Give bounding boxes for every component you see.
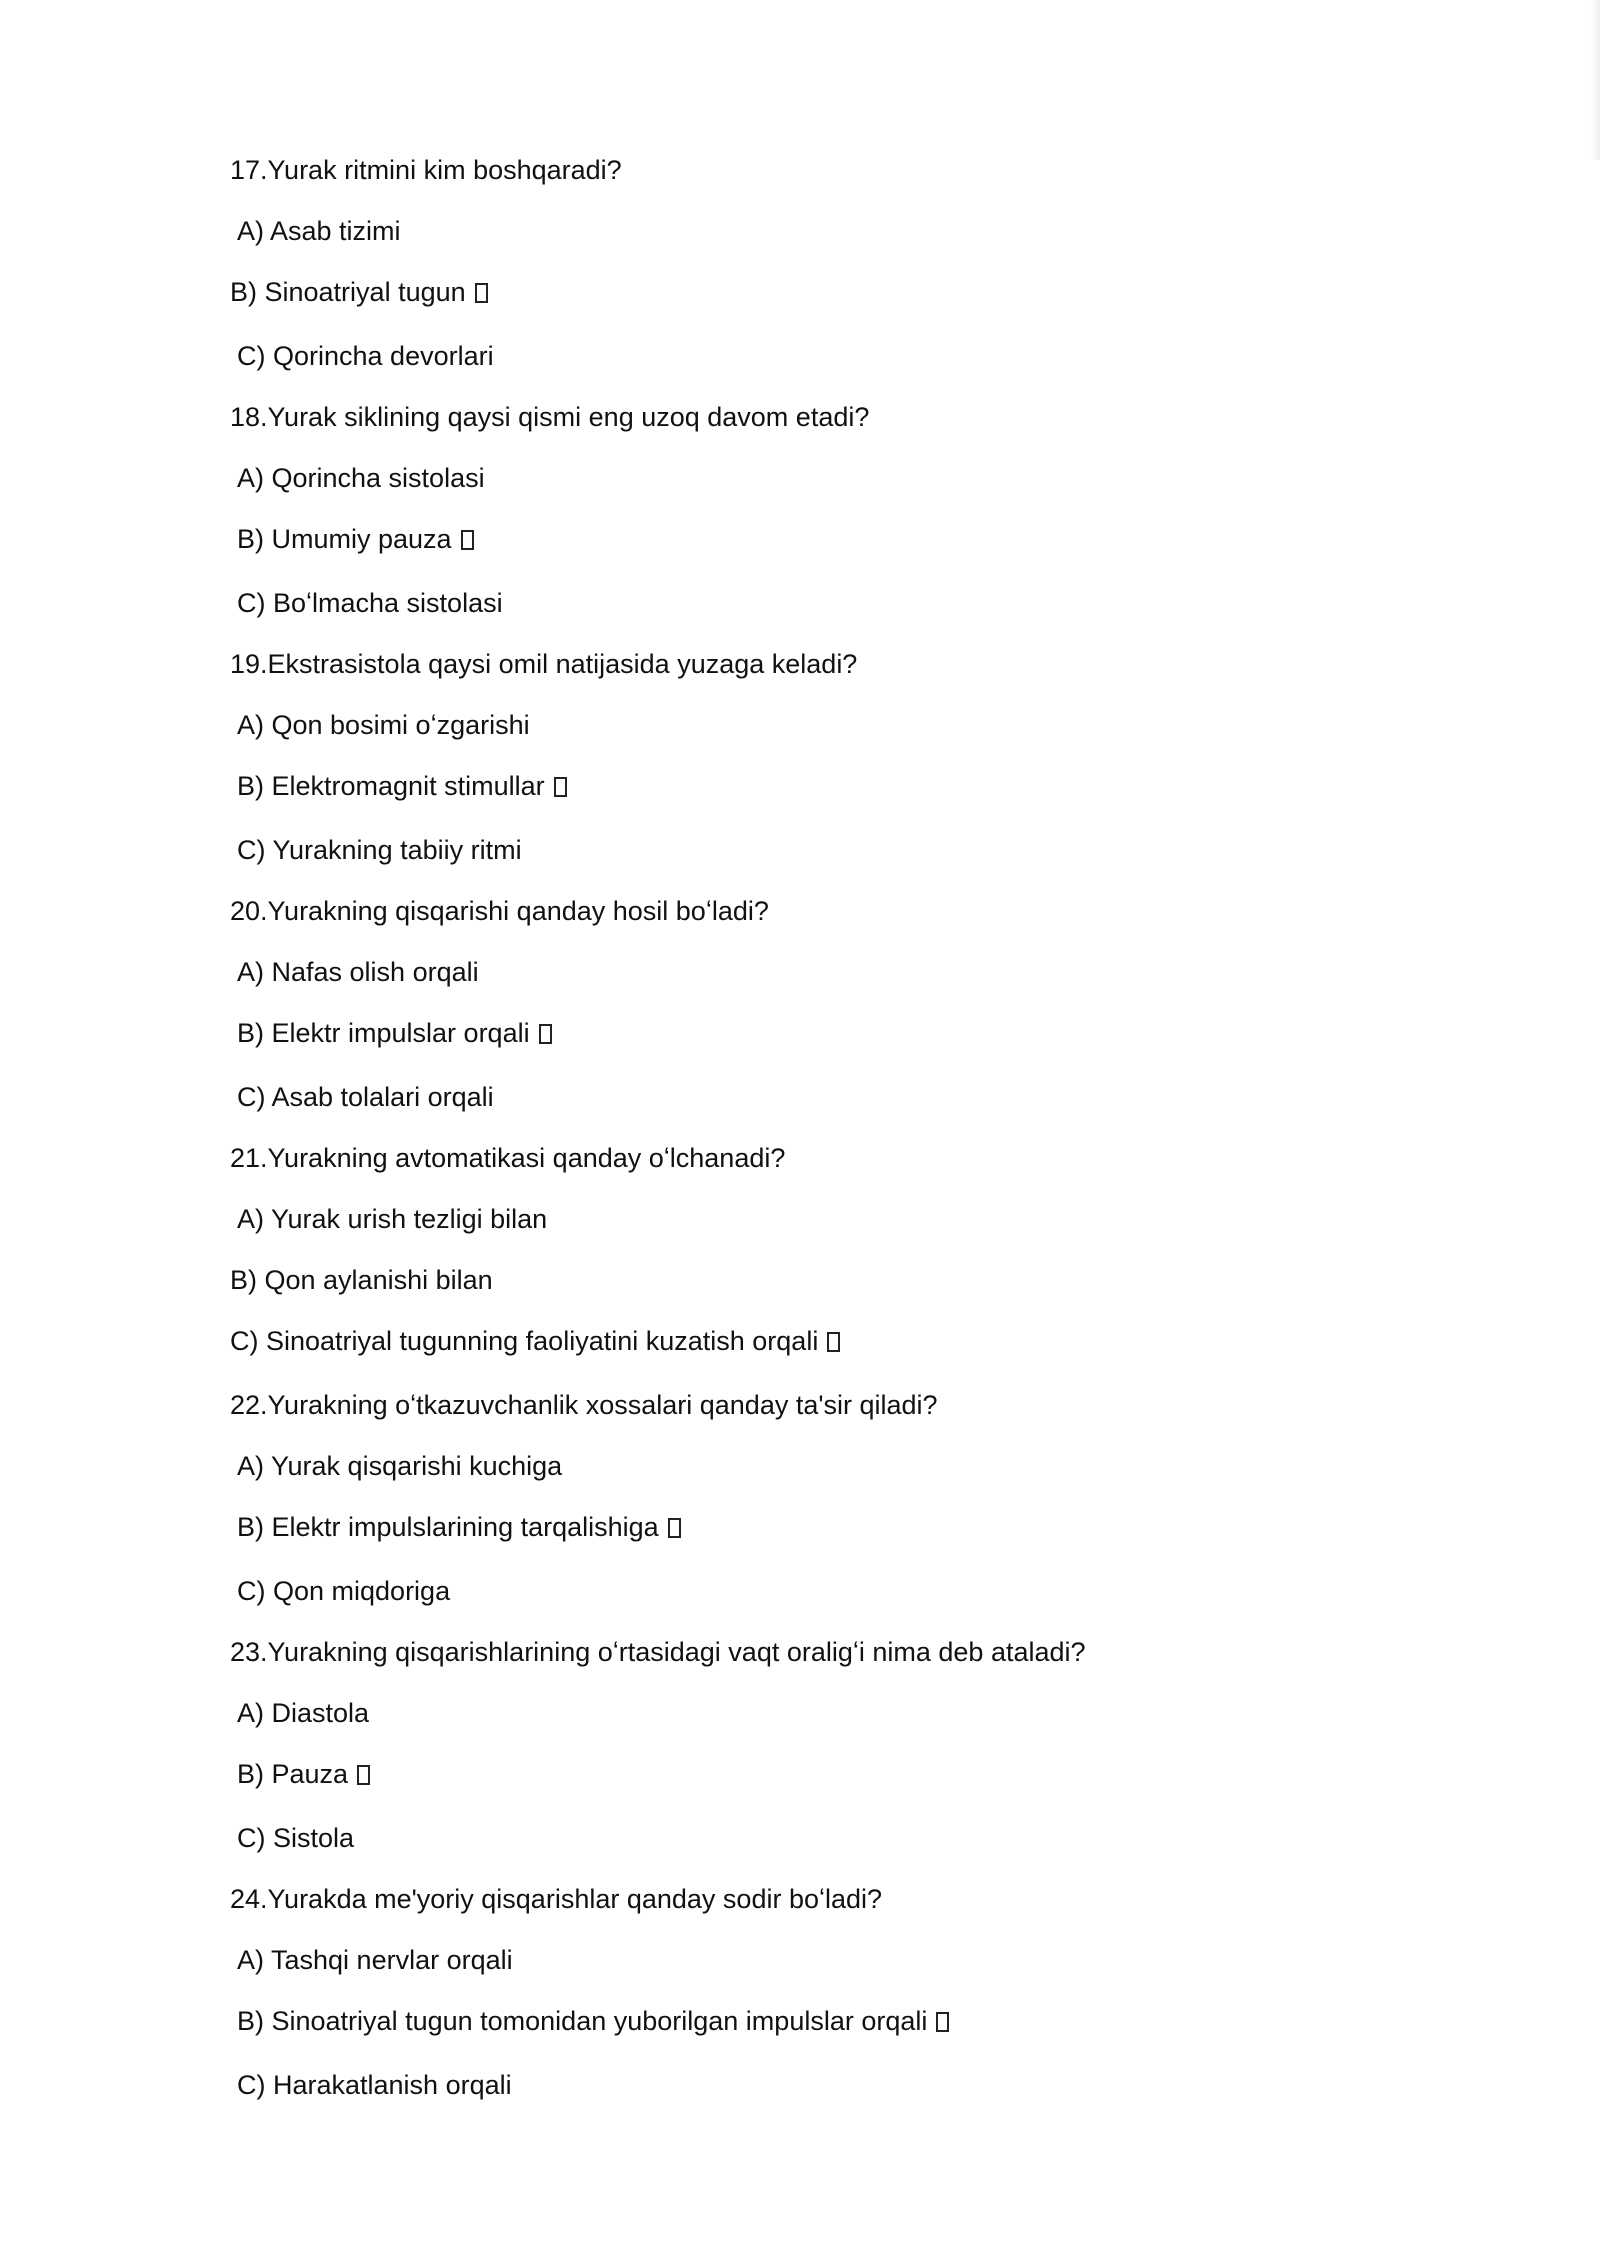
question-block xyxy=(230,150,1430,376)
question-block xyxy=(230,1138,1430,1361)
answer-option-text: C) Harakatlanish orqali xyxy=(237,2070,512,2100)
answer-option xyxy=(230,1199,1430,1239)
question-block xyxy=(230,1385,1430,1611)
correct-answer-mark-icon xyxy=(936,2012,949,2032)
answer-option-text: C) Sinoatriyal tugunning faoliyatini kuzatish orqali xyxy=(230,1326,819,1356)
answer-option xyxy=(230,1260,1430,1300)
answer-option-text: B) Umumiy pauza xyxy=(237,524,452,554)
answer-option xyxy=(230,952,1430,992)
answer-option xyxy=(230,336,1430,376)
answer-option-text: C) Qorincha devorlari xyxy=(237,341,494,371)
answer-option xyxy=(230,1754,1430,1794)
answer-option xyxy=(230,705,1430,745)
answer-option xyxy=(230,1446,1430,1486)
correct-answer-mark-icon xyxy=(539,1024,552,1044)
answer-option-text: C) Sistola xyxy=(237,1823,355,1853)
answer-option xyxy=(230,2065,1430,2105)
answer-option-text: B) Elektr impulslarining tarqalishiga xyxy=(237,1512,659,1542)
correct-answer-mark-icon xyxy=(668,1518,681,1538)
answer-option xyxy=(230,211,1430,251)
answer-option-text: C) Asab tolalari orqali xyxy=(237,1082,494,1112)
answer-option-text: B) Elektromagnit stimullar xyxy=(237,771,545,801)
answer-option-text: C) Qon miqdoriga xyxy=(237,1576,451,1606)
correct-answer-mark-icon xyxy=(475,283,488,303)
question-block xyxy=(230,1879,1430,2105)
question-title: 24.Yurakda me'yoriy qisqarishlar qanday sodir boʻladi? xyxy=(230,1884,883,1914)
answer-option-text: B) Sinoatriyal tugun tomonidan yuborilgan impulslar orqali xyxy=(237,2006,928,2036)
answer-option xyxy=(230,2001,1430,2041)
correct-answer-mark-icon xyxy=(461,530,474,550)
answer-option-text: B) Qon aylanishi bilan xyxy=(230,1265,493,1295)
answer-option-text: A) Qorincha sistolasi xyxy=(237,463,485,493)
answer-option xyxy=(230,1940,1430,1980)
answer-option-text: C) Boʻlmacha sistolasi xyxy=(237,588,503,618)
answer-option-text: B) Sinoatriyal tugun xyxy=(230,277,466,307)
answer-option-text: A) Yurak qisqarishi kuchiga xyxy=(237,1451,563,1481)
question-title: 18.Yurak siklining qaysi qismi eng uzoq davom etadi? xyxy=(230,402,870,432)
answer-option-text: C) Yurakning tabiiy ritmi xyxy=(237,835,522,865)
answer-option-text: B) Elektr impulslar orqali xyxy=(237,1018,530,1048)
answer-option-text: A) Diastola xyxy=(237,1698,370,1728)
answer-option-text: A) Asab tizimi xyxy=(237,216,401,246)
answer-option xyxy=(230,519,1430,559)
answer-option-text: A) Yurak urish tezligi bilan xyxy=(237,1204,548,1234)
question-title: 22.Yurakning oʻtkazuvchanlik xossalari qanday ta'sir qiladi? xyxy=(230,1390,938,1420)
question-title: 19.Ekstrasistola qaysi omil natijasida yuzaga keladi? xyxy=(230,649,858,679)
answer-option xyxy=(230,272,1430,312)
question-block xyxy=(230,1632,1430,1858)
answer-option xyxy=(230,458,1430,498)
answer-option xyxy=(230,1077,1430,1117)
question-list xyxy=(230,150,1430,2126)
answer-option-text: A) Qon bosimi oʻzgarishi xyxy=(237,710,530,740)
answer-option xyxy=(230,1013,1430,1053)
question-title: 20.Yurakning qisqarishi qanday hosil boʻladi? xyxy=(230,896,769,926)
question-block xyxy=(230,644,1430,870)
answer-option-text: A) Nafas olish orqali xyxy=(237,957,479,987)
question-title: 21.Yurakning avtomatikasi qanday oʻlchanadi? xyxy=(230,1143,786,1173)
correct-answer-mark-icon xyxy=(357,1765,370,1785)
question-title: 17.Yurak ritmini kim boshqaradi? xyxy=(230,155,622,185)
answer-option xyxy=(230,1818,1430,1858)
answer-option xyxy=(230,1571,1430,1611)
answer-option xyxy=(230,1693,1430,1733)
correct-answer-mark-icon xyxy=(554,777,567,797)
question-block xyxy=(230,891,1430,1117)
answer-option xyxy=(230,583,1430,623)
answer-option xyxy=(230,1321,1430,1361)
answer-option xyxy=(230,766,1430,806)
page-edge-shadow xyxy=(1590,0,1600,160)
correct-answer-mark-icon xyxy=(827,1332,840,1352)
answer-option-text: B) Pauza xyxy=(237,1759,349,1789)
answer-option xyxy=(230,1507,1430,1547)
question-title: 23.Yurakning qisqarishlarining oʻrtasidagi vaqt oraligʻi nima deb ataladi? xyxy=(230,1637,1086,1667)
answer-option-text: A) Tashqi nervlar orqali xyxy=(237,1945,513,1975)
question-block xyxy=(230,397,1430,623)
answer-option xyxy=(230,830,1430,870)
